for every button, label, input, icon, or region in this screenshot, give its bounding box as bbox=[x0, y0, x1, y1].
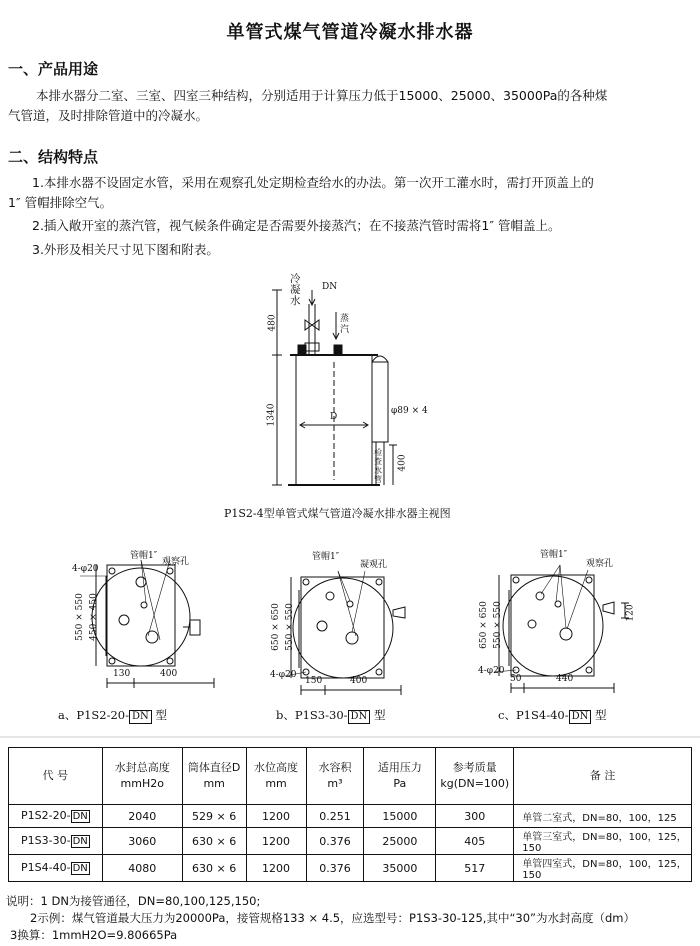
cell-diameter: 529 × 6 bbox=[182, 805, 246, 828]
plan-b-caption bbox=[276, 707, 385, 724]
col-seal-height: 水封总高度 mmH2o bbox=[102, 748, 182, 805]
plan-c-dim-outer: 650 × 650 bbox=[478, 601, 489, 649]
label-dn: DN bbox=[322, 282, 338, 292]
cell-remark: 单管二室式，DN=80，100，125 bbox=[514, 805, 692, 828]
cell-code: P1S3-30- DN bbox=[9, 828, 103, 855]
table-row bbox=[9, 855, 692, 882]
plan-a-caption-prefix: a、P1S2-20- bbox=[58, 708, 130, 722]
cell-code: P1S4-40- DN bbox=[9, 855, 103, 882]
cell-volume: 0.376 bbox=[306, 828, 364, 855]
cell-level: 1200 bbox=[246, 805, 306, 828]
cell-mass: 517 bbox=[436, 855, 514, 882]
col-level: 水位高度 mm bbox=[246, 748, 306, 805]
plan-c-cap-label: 管帽1″ bbox=[540, 550, 568, 560]
plan-c-hole-label: 4-φ20 bbox=[478, 666, 505, 676]
cell-seal: 3060 bbox=[102, 828, 182, 855]
cell-volume: 0.376 bbox=[306, 855, 364, 882]
plan-c-dim-inner: 550 × 550 bbox=[492, 601, 503, 649]
col-remark: 备 注 bbox=[514, 748, 692, 805]
cell-seal: 2040 bbox=[102, 805, 182, 828]
col-diameter: 筒体直径D mm bbox=[182, 748, 246, 805]
dim-pipe: φ89 × 4 bbox=[391, 406, 428, 416]
plan-b-port-label: 凝观孔 bbox=[360, 560, 388, 570]
plan-b-caption-dn: DN bbox=[348, 710, 371, 724]
page-title: 单管式煤气管道冷凝水排水器 bbox=[226, 22, 474, 43]
dim-1340: 1340 bbox=[266, 403, 277, 427]
plan-a-dim-inner: 450 × 450 bbox=[88, 593, 99, 641]
plan-b-dim-offset: 150 bbox=[305, 676, 323, 686]
plan-b-drawing bbox=[285, 571, 405, 695]
plan-b-dim-outer: 650 × 650 bbox=[270, 603, 281, 651]
cell-diameter: 630 × 6 bbox=[182, 855, 246, 882]
plan-a-dim-outer: 550 × 550 bbox=[74, 593, 85, 641]
plan-c-caption bbox=[498, 707, 607, 724]
plan-b-caption-suffix: 型 bbox=[373, 708, 386, 722]
note-line3: 3换算：1mmH2O=9.80665Pa bbox=[10, 928, 178, 942]
label-steam: 蒸汽 bbox=[340, 314, 350, 335]
cell-level: 1200 bbox=[246, 828, 306, 855]
plan-b-dim-inner: 550 × 550 bbox=[284, 603, 295, 651]
plan-a-dim-offset: 130 bbox=[113, 669, 131, 679]
plan-b-dim-width: 400 bbox=[350, 676, 368, 686]
cell-mass: 300 bbox=[436, 805, 514, 828]
structure-item1-line2: 1″ 管帽排除空气。 bbox=[8, 195, 113, 210]
plan-b-hole-label: 4-φ20 bbox=[270, 670, 297, 680]
plan-a-caption bbox=[58, 707, 167, 724]
label-check-pipe: 检查水管 bbox=[374, 448, 382, 484]
note-line1: 说明：1 DN为接管通径，DN=80,100,125,150; bbox=[6, 894, 261, 908]
cell-seal: 4080 bbox=[102, 855, 182, 882]
cell-diameter: 630 × 6 bbox=[182, 828, 246, 855]
table-row bbox=[9, 805, 692, 828]
plan-c-caption-suffix: 型 bbox=[595, 708, 607, 722]
col-volume: 水容积 m³ bbox=[306, 748, 364, 805]
cell-pressure: 35000 bbox=[364, 855, 436, 882]
note-line2: 2示例：煤气管道最大压力为20000Pa，接管规格133 × 4.5，应选型号：P1S3-30-125,其中“30”为水封高度（dm） bbox=[30, 911, 636, 925]
structure-item1-line1: 1.本排水器不设固定水管，采用在观察孔处定期检查给水的办法。第一次开工灌水时，需打开顶盖上的 bbox=[32, 175, 594, 190]
plan-a-dim-width: 400 bbox=[160, 669, 178, 679]
cell-remark: 单管四室式，DN=80，100，125，150 bbox=[514, 855, 692, 882]
col-pressure: 适用压力 Pa bbox=[364, 748, 436, 805]
label-condensate: 冷凝水 bbox=[290, 273, 301, 307]
plan-c-caption-dn: DN bbox=[569, 710, 592, 724]
structure-item2: 2.插入敞开室的蒸汽管，视气候条件确定是否需要外接蒸汽；在不接蒸汽管时需将1″ 管帽盖上。 bbox=[32, 218, 561, 233]
cell-volume: 0.251 bbox=[306, 805, 364, 828]
structure-item3: 3.外形及相关尺寸见下图和附表。 bbox=[32, 242, 219, 257]
cell-code: P1S2-20- DN bbox=[9, 805, 103, 828]
plan-b-caption-prefix: b、P1S3-30- bbox=[276, 708, 348, 722]
cell-pressure: 25000 bbox=[364, 828, 436, 855]
plan-a-cap-label: 管帽1″ bbox=[130, 551, 158, 561]
plan-c-caption-prefix: c、P1S4-40- bbox=[498, 708, 569, 722]
col-code: 代 号 bbox=[9, 748, 103, 805]
plan-c-port-label: 观察孔 bbox=[586, 559, 614, 569]
plan-a-caption-dn: DN bbox=[129, 710, 152, 724]
usage-text-line1: 本排水器分二室、三室、四室三种结构，分别适用于计算压力低于15000、25000、35000Pa的各种煤 bbox=[36, 88, 608, 103]
front-view-caption: P1S2-4型单管式煤气管道冷凝水排水器主视图 bbox=[224, 507, 451, 520]
col-mass: 参考质量 kg(DN=100) bbox=[436, 748, 514, 805]
plan-c-dim-offset: 50 bbox=[510, 674, 522, 684]
plan-b-cap-label: 管帽1″ bbox=[312, 552, 340, 562]
table-row bbox=[9, 828, 692, 855]
spec-table bbox=[8, 747, 692, 882]
plan-a-hole-label: 4-φ20 bbox=[72, 564, 99, 574]
plan-a-caption-suffix: 型 bbox=[155, 708, 167, 722]
cell-pressure: 15000 bbox=[364, 805, 436, 828]
plan-c-dim-side: 120 bbox=[625, 604, 636, 622]
notes bbox=[6, 893, 696, 944]
plan-c-dim-width: 440 bbox=[556, 674, 574, 684]
dim-d: D bbox=[330, 412, 338, 422]
section-heading-structure: 二、结构特点 bbox=[8, 148, 99, 166]
plan-a-port-label: 观察孔 bbox=[162, 557, 190, 567]
cell-level: 1200 bbox=[246, 855, 306, 882]
cell-mass: 405 bbox=[436, 828, 514, 855]
cell-remark: 单管三室式，DN=80，100，125，150 bbox=[514, 828, 692, 855]
section-heading-usage: 一、产品用途 bbox=[8, 60, 99, 78]
usage-text-line2: 气管道，及时排除管道中的冷凝水。 bbox=[8, 108, 209, 123]
dim-400: 400 bbox=[397, 454, 408, 472]
plan-a-drawing bbox=[80, 560, 214, 688]
dim-480: 480 bbox=[267, 314, 278, 332]
table-header-row bbox=[9, 748, 692, 805]
